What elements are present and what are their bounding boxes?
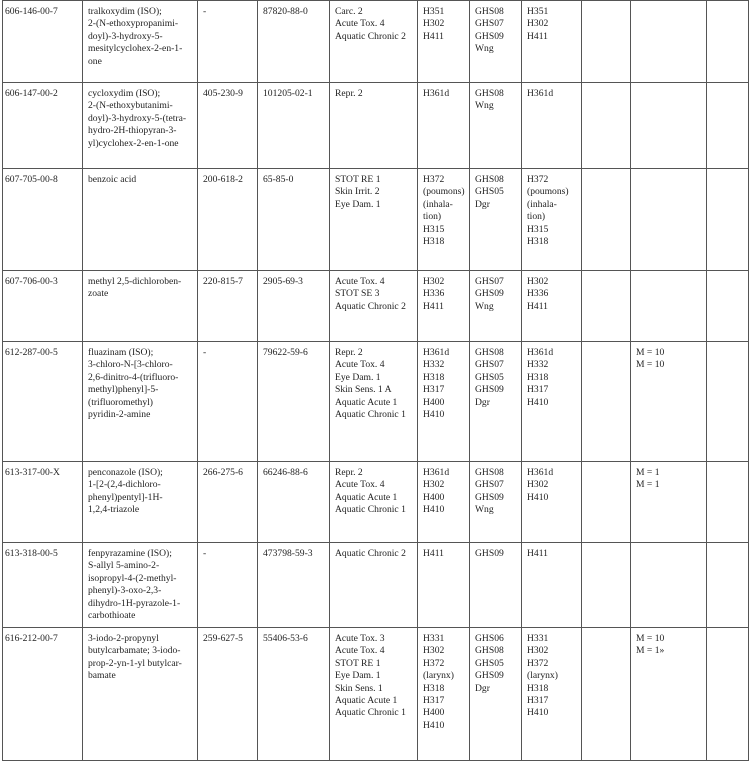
chemical-name-line: penconazole (ISO); bbox=[88, 467, 163, 478]
chemical-name-line: cycloxydim (ISO); bbox=[88, 88, 161, 99]
notes-cell bbox=[707, 628, 749, 761]
chemical-name-line: benzoic acid bbox=[88, 174, 137, 185]
hazard-class-line: Acute Tox. 4 bbox=[335, 359, 385, 371]
hazard-class-line: STOT RE 1 bbox=[335, 657, 381, 669]
pictogram-cell bbox=[470, 628, 522, 761]
index-cell bbox=[3, 169, 83, 271]
chemical-name-cell bbox=[83, 543, 198, 628]
label-hazard-line: (poumons) bbox=[527, 186, 569, 198]
ec-number-value: 220-815-7 bbox=[203, 276, 243, 287]
hazard-statement-line: H318 bbox=[423, 236, 445, 248]
concentration-limits-line: M = 1 bbox=[636, 467, 660, 478]
label-hazard-line: H372 bbox=[527, 174, 549, 185]
chemical-name-line: (trifluoromethyl) bbox=[88, 396, 154, 408]
table-row bbox=[3, 169, 749, 271]
pictogram-line: Dgr bbox=[475, 198, 490, 210]
hazard-statement-line: H372 bbox=[423, 174, 445, 185]
chemical-name-cell bbox=[83, 83, 198, 169]
label-hazard-line: H410 bbox=[527, 707, 549, 719]
ec-number-cell bbox=[198, 169, 258, 271]
ec-number-cell bbox=[198, 543, 258, 628]
chemical-name-line: 3-iodo-2-propynyl bbox=[88, 633, 159, 644]
hazard-class-line: Aquatic Chronic 2 bbox=[335, 548, 406, 559]
index-value: 612-287-00-5 bbox=[5, 347, 58, 358]
chemical-name-line: fluazinam (ISO); bbox=[88, 347, 154, 358]
concentration-limits-line: M = 1 bbox=[636, 479, 660, 491]
label-hazard-line: H411 bbox=[527, 548, 548, 559]
ec-number-value: - bbox=[203, 6, 207, 17]
notes-cell bbox=[707, 169, 749, 271]
label-hazard-line: H317 bbox=[527, 384, 549, 396]
concentration-limits-line: M = 10 bbox=[636, 633, 665, 644]
label-hazard-cell bbox=[522, 462, 582, 543]
index-value: 607-705-00-8 bbox=[5, 174, 58, 185]
hazard-statement-line: H317 bbox=[423, 695, 445, 707]
table-row bbox=[3, 628, 749, 761]
label-hazard-line: (inhala- bbox=[527, 198, 557, 210]
label-hazard-cell bbox=[522, 169, 582, 271]
ec-number-cell bbox=[198, 628, 258, 761]
table-row bbox=[3, 342, 749, 462]
hazard-class-line: Acute Tox. 4 bbox=[335, 276, 385, 287]
hazard-statement-cell bbox=[418, 342, 470, 462]
index-cell bbox=[3, 1, 83, 83]
pictogram-line: GHS07 bbox=[475, 18, 504, 30]
index-value: 606-147-00-2 bbox=[5, 88, 58, 99]
hazard-class-line: Aquatic Chronic 1 bbox=[335, 504, 406, 516]
hazard-class-line: Eye Dam. 1 bbox=[335, 198, 381, 210]
hazard-statement-line: (poumons) bbox=[423, 186, 465, 198]
hazard-class-line: Skin Sens. 1 A bbox=[335, 384, 392, 396]
concentration-limits-cell bbox=[631, 342, 707, 462]
pictogram-cell bbox=[470, 169, 522, 271]
hazard-statement-line: H336 bbox=[423, 288, 445, 300]
hazard-statement-line: (larynx) bbox=[423, 670, 454, 682]
label-hazard-line: H351 bbox=[527, 6, 549, 17]
hazard-class-line: Eye Dam. 1 bbox=[335, 371, 381, 383]
ec-number-value: 405-230-9 bbox=[203, 88, 243, 99]
chemical-name-line: methyl)phenyl]-5- bbox=[88, 384, 159, 396]
hazard-statement-line: H317 bbox=[423, 384, 445, 396]
concentration-limits-cell bbox=[631, 543, 707, 628]
label-hazard-line: H318 bbox=[527, 371, 549, 383]
table-row bbox=[3, 462, 749, 543]
label-hazard-line: H336 bbox=[527, 288, 549, 300]
table-body bbox=[3, 1, 749, 761]
hazard-class-line: Repr. 2 bbox=[335, 88, 363, 99]
ec-number-value: 259-627-5 bbox=[203, 633, 243, 644]
hazard-class-line: Aquatic Acute 1 bbox=[335, 491, 398, 503]
hazard-statement-line: H400 bbox=[423, 707, 445, 719]
label-hazard-line: H302 bbox=[527, 479, 549, 491]
pictogram-line: Wng bbox=[475, 43, 494, 55]
pictogram-line: GHS05 bbox=[475, 657, 504, 669]
index-cell bbox=[3, 462, 83, 543]
concentration-limits-line: M = 1» bbox=[636, 645, 665, 657]
label-hazard-cell bbox=[522, 1, 582, 83]
notes-cell bbox=[707, 271, 749, 342]
cas-number-cell bbox=[258, 628, 330, 761]
hazard-statement-line: H400 bbox=[423, 396, 445, 408]
chemical-name-line: mesitylcyclohex-2-en-1- bbox=[88, 43, 183, 55]
label-hazard-line: H315 bbox=[527, 223, 549, 235]
hazard-class-cell bbox=[330, 169, 418, 271]
substance-table bbox=[2, 0, 749, 761]
label-hazard-line: H318 bbox=[527, 236, 549, 248]
concentration-limits-cell bbox=[631, 628, 707, 761]
hazard-statement-line: H318 bbox=[423, 682, 445, 694]
concentration-limits-line: M = 10 bbox=[636, 347, 665, 358]
cas-number-value: 2905-69-3 bbox=[263, 276, 303, 287]
cas-number-cell bbox=[258, 271, 330, 342]
label-hazard-cell bbox=[522, 342, 582, 462]
hazard-statement-cell bbox=[418, 1, 470, 83]
hazard-class-cell bbox=[330, 628, 418, 761]
pictogram-line: Wng bbox=[475, 100, 494, 112]
pictogram-line: GHS09 bbox=[475, 30, 504, 42]
pictogram-cell bbox=[470, 543, 522, 628]
label-hazard-line: H302 bbox=[527, 645, 549, 657]
label-hazard-line: H302 bbox=[527, 18, 549, 30]
hazard-statement-line: (inhala- bbox=[423, 198, 453, 210]
label-hazard-cell bbox=[522, 271, 582, 342]
concentration-limits-cell bbox=[631, 462, 707, 543]
pictogram-cell bbox=[470, 1, 522, 83]
hazard-statement-line: H318 bbox=[423, 371, 445, 383]
chemical-name-line: isopropyl-4-(2-methyl- bbox=[88, 572, 177, 584]
chemical-name-line: doyl)-3-hydroxy-5- bbox=[88, 30, 163, 42]
chemical-name-cell bbox=[83, 342, 198, 462]
cas-number-cell bbox=[258, 543, 330, 628]
label-hazard-line: H410 bbox=[527, 491, 549, 503]
index-cell bbox=[3, 83, 83, 169]
supplemental-cell bbox=[582, 83, 631, 169]
chemical-name-line: phenyl)pentyl]-1H- bbox=[88, 491, 163, 503]
label-hazard-line: H410 bbox=[527, 396, 549, 408]
chemical-name-line: yl)cyclohex-2-en-1-one bbox=[88, 137, 179, 149]
ec-number-value: - bbox=[203, 347, 207, 358]
hazard-statement-line: H411 bbox=[423, 30, 444, 42]
ec-number-cell bbox=[198, 1, 258, 83]
hazard-class-cell bbox=[330, 1, 418, 83]
index-cell bbox=[3, 543, 83, 628]
hazard-statement-line: H410 bbox=[423, 409, 445, 421]
label-hazard-line: H317 bbox=[527, 695, 549, 707]
chemical-name-cell bbox=[83, 169, 198, 271]
hazard-statement-line: H351 bbox=[423, 6, 445, 17]
pictogram-cell bbox=[470, 83, 522, 169]
pictogram-cell bbox=[470, 271, 522, 342]
label-hazard-line: (larynx) bbox=[527, 670, 558, 682]
hazard-statement-cell bbox=[418, 462, 470, 543]
chemical-name-cell bbox=[83, 462, 198, 543]
hazard-statement-line: H332 bbox=[423, 359, 445, 371]
cas-number-cell bbox=[258, 462, 330, 543]
hazard-statement-line: H410 bbox=[423, 504, 445, 516]
supplemental-cell bbox=[582, 342, 631, 462]
notes-cell bbox=[707, 462, 749, 543]
hazard-class-cell bbox=[330, 543, 418, 628]
concentration-limits-cell bbox=[631, 169, 707, 271]
index-value: 616-212-00-7 bbox=[5, 633, 58, 644]
hazard-class-line: Eye Dam. 1 bbox=[335, 670, 381, 682]
hazard-class-line: Skin Sens. 1 bbox=[335, 682, 383, 694]
hazard-class-line: Repr. 2 bbox=[335, 467, 363, 478]
pictogram-line: GHS09 bbox=[475, 491, 504, 503]
chemical-name-line: zoate bbox=[88, 288, 109, 300]
hazard-statement-line: H411 bbox=[423, 300, 444, 312]
chemical-name-line: S-allyl 5-amino-2- bbox=[88, 560, 160, 572]
chemical-name-line: 2-(N-ethoxybutanimi- bbox=[88, 100, 173, 112]
hazard-class-cell bbox=[330, 83, 418, 169]
hazard-statement-line: H411 bbox=[423, 548, 444, 559]
pictogram-line: GHS08 bbox=[475, 174, 504, 185]
hazard-class-line: Aquatic Acute 1 bbox=[335, 695, 398, 707]
chemical-name-line: bamate bbox=[88, 670, 116, 682]
chemical-name-line: tralkoxydim (ISO); bbox=[88, 6, 162, 17]
chemical-name-line: prop-2-yn-1-yl butylcar- bbox=[88, 657, 182, 669]
pictogram-line: GHS05 bbox=[475, 371, 504, 383]
hazard-class-line: Carc. 2 bbox=[335, 6, 363, 17]
label-hazard-line: H332 bbox=[527, 359, 549, 371]
pictogram-line: Dgr bbox=[475, 682, 490, 694]
cas-number-value: 55406-53-6 bbox=[263, 633, 308, 644]
index-cell bbox=[3, 628, 83, 761]
hazard-class-line: Aquatic Chronic 1 bbox=[335, 707, 406, 719]
ec-number-cell bbox=[198, 462, 258, 543]
label-hazard-line: H331 bbox=[527, 633, 549, 644]
hazard-statement-line: H361d bbox=[423, 88, 450, 99]
hazard-statement-line: H361d bbox=[423, 347, 450, 358]
pictogram-line: GHS08 bbox=[475, 645, 504, 657]
hazard-statement-line: H331 bbox=[423, 633, 445, 644]
hazard-statement-line: H372 bbox=[423, 657, 445, 669]
hazard-class-line: Acute Tox. 4 bbox=[335, 18, 385, 30]
hazard-statement-line: tion) bbox=[423, 211, 442, 223]
cas-number-cell bbox=[258, 1, 330, 83]
table-row bbox=[3, 271, 749, 342]
index-value: 613-317-00-X bbox=[5, 467, 60, 478]
cas-number-cell bbox=[258, 83, 330, 169]
notes-cell bbox=[707, 83, 749, 169]
pictogram-line: GHS07 bbox=[475, 479, 504, 491]
hazard-statement-line: H302 bbox=[423, 18, 445, 30]
label-hazard-line: H318 bbox=[527, 682, 549, 694]
cas-number-value: 101205-02-1 bbox=[263, 88, 313, 99]
pictogram-cell bbox=[470, 462, 522, 543]
label-hazard-line: H372 bbox=[527, 657, 549, 669]
notes-cell bbox=[707, 342, 749, 462]
cas-number-cell bbox=[258, 342, 330, 462]
table-row bbox=[3, 543, 749, 628]
pictogram-line: Dgr bbox=[475, 396, 490, 408]
index-value: 606-146-00-7 bbox=[5, 6, 58, 17]
pictogram-line: GHS09 bbox=[475, 670, 504, 682]
table-row bbox=[3, 1, 749, 83]
hazard-class-cell bbox=[330, 342, 418, 462]
hazard-statement-cell bbox=[418, 169, 470, 271]
label-hazard-line: H302 bbox=[527, 276, 549, 287]
chemical-name-cell bbox=[83, 271, 198, 342]
pictogram-line: GHS08 bbox=[475, 347, 504, 358]
hazard-class-line: Acute Tox. 4 bbox=[335, 645, 385, 657]
concentration-limits-cell bbox=[631, 1, 707, 83]
hazard-class-line: STOT RE 1 bbox=[335, 174, 381, 185]
cas-number-value: 65-85-0 bbox=[263, 174, 294, 185]
cas-number-value: 87820-88-0 bbox=[263, 6, 308, 17]
pictogram-line: GHS07 bbox=[475, 359, 504, 371]
pictogram-line: GHS09 bbox=[475, 384, 504, 396]
notes-cell bbox=[707, 543, 749, 628]
label-hazard-line: H361d bbox=[527, 347, 554, 358]
chemical-name-line: doyl)-3-hydroxy-5-(tetra- bbox=[88, 112, 187, 124]
chemical-name-line: fenpyrazamine (ISO); bbox=[88, 548, 172, 559]
table-row bbox=[3, 83, 749, 169]
hazard-class-line: Aquatic Acute 1 bbox=[335, 396, 398, 408]
pictogram-line: GHS08 bbox=[475, 467, 504, 478]
chemical-name-line: butylcarbamate; 3-iodo- bbox=[88, 645, 181, 657]
index-cell bbox=[3, 342, 83, 462]
chemical-name-line: 1,2,4-triazole bbox=[88, 504, 140, 516]
notes-cell bbox=[707, 1, 749, 83]
concentration-limits-line: M = 10 bbox=[636, 359, 665, 371]
pictogram-line: GHS09 bbox=[475, 548, 504, 559]
hazard-class-line: Skin Irrit. 2 bbox=[335, 186, 380, 198]
hazard-statement-cell bbox=[418, 83, 470, 169]
chemical-name-line: 2,6-dinitro-4-(trifluoro- bbox=[88, 371, 179, 383]
label-hazard-line: H411 bbox=[527, 300, 548, 312]
chemical-name-line: carbothioate bbox=[88, 610, 136, 622]
concentration-limits-cell bbox=[631, 271, 707, 342]
concentration-limits-cell bbox=[631, 83, 707, 169]
ec-number-cell bbox=[198, 271, 258, 342]
pictogram-line: GHS05 bbox=[475, 186, 504, 198]
pictogram-line: GHS08 bbox=[475, 6, 504, 17]
hazard-statement-line: H302 bbox=[423, 645, 445, 657]
label-hazard-line: tion) bbox=[527, 211, 546, 223]
index-value: 607-706-00-3 bbox=[5, 276, 58, 287]
chemical-name-line: phenyl)-3-oxo-2,3- bbox=[88, 585, 162, 597]
pictogram-line: Wng bbox=[475, 504, 494, 516]
supplemental-cell bbox=[582, 628, 631, 761]
chemical-name-line: one bbox=[88, 55, 102, 67]
supplemental-cell bbox=[582, 271, 631, 342]
ec-number-cell bbox=[198, 83, 258, 169]
ec-number-value: 266-275-6 bbox=[203, 467, 243, 478]
hazard-class-line: Aquatic Chronic 1 bbox=[335, 409, 406, 421]
chemical-name-line: dihydro-1H-pyrazole-1- bbox=[88, 597, 181, 609]
supplemental-cell bbox=[582, 1, 631, 83]
supplemental-cell bbox=[582, 462, 631, 543]
hazard-class-line: Aquatic Chronic 2 bbox=[335, 30, 406, 42]
ec-number-cell bbox=[198, 342, 258, 462]
hazard-statement-cell bbox=[418, 628, 470, 761]
label-hazard-line: H361d bbox=[527, 467, 554, 478]
hazard-class-line: Acute Tox. 4 bbox=[335, 479, 385, 491]
hazard-class-line: Acute Tox. 3 bbox=[335, 633, 385, 644]
hazard-class-line: Repr. 2 bbox=[335, 347, 363, 358]
chemical-name-cell bbox=[83, 1, 198, 83]
hazard-statement-line: H410 bbox=[423, 719, 445, 731]
cas-number-value: 79622-59-6 bbox=[263, 347, 308, 358]
label-hazard-cell bbox=[522, 543, 582, 628]
label-hazard-cell bbox=[522, 83, 582, 169]
supplemental-cell bbox=[582, 169, 631, 271]
chemical-name-line: pyridin-2-amine bbox=[88, 409, 151, 421]
label-hazard-line: H361d bbox=[527, 88, 554, 99]
cas-number-cell bbox=[258, 169, 330, 271]
hazard-class-cell bbox=[330, 462, 418, 543]
hazard-statement-line: H315 bbox=[423, 223, 445, 235]
pictogram-line: GHS06 bbox=[475, 633, 504, 644]
cas-number-value: 66246-88-6 bbox=[263, 467, 308, 478]
cas-number-value: 473798-59-3 bbox=[263, 548, 313, 559]
pictogram-cell bbox=[470, 342, 522, 462]
label-hazard-cell bbox=[522, 628, 582, 761]
pictogram-line: GHS08 bbox=[475, 88, 504, 99]
hazard-statement-line: H361d bbox=[423, 467, 450, 478]
hazard-class-cell bbox=[330, 271, 418, 342]
hazard-statement-cell bbox=[418, 543, 470, 628]
hazard-class-line: Aquatic Chronic 2 bbox=[335, 300, 406, 312]
label-hazard-line: H411 bbox=[527, 30, 548, 42]
chemical-name-line: 1-[2-(2,4-dichloro- bbox=[88, 479, 161, 491]
pictogram-line: GHS07 bbox=[475, 276, 504, 287]
index-cell bbox=[3, 271, 83, 342]
ec-number-value: 200-618-2 bbox=[203, 174, 243, 185]
hazard-class-line: STOT SE 3 bbox=[335, 288, 380, 300]
chemical-name-line: hydro-2H-thiopyran-3- bbox=[88, 125, 177, 137]
chemical-name-line: 2-(N-ethoxypropanimi- bbox=[88, 18, 179, 30]
chemical-name-line: 3-chloro-N-[3-chloro- bbox=[88, 359, 173, 371]
pictogram-line: GHS09 bbox=[475, 288, 504, 300]
pictogram-line: Wng bbox=[475, 300, 494, 312]
ec-number-value: - bbox=[203, 548, 207, 559]
hazard-statement-line: H302 bbox=[423, 276, 445, 287]
hazard-statement-cell bbox=[418, 271, 470, 342]
index-value: 613-318-00-5 bbox=[5, 548, 58, 559]
hazard-statement-line: H400 bbox=[423, 491, 445, 503]
chemical-name-cell bbox=[83, 628, 198, 761]
hazard-statement-line: H302 bbox=[423, 479, 445, 491]
chemical-name-line: methyl 2,5-dichloroben- bbox=[88, 276, 182, 287]
supplemental-cell bbox=[582, 543, 631, 628]
